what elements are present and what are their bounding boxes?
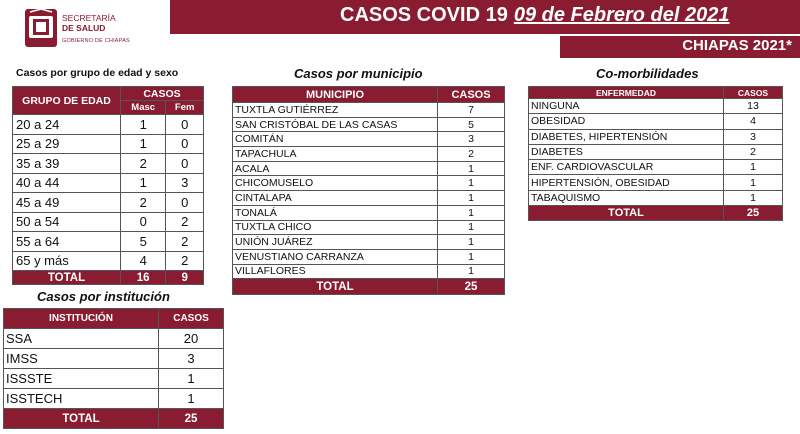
table-row [4,349,224,369]
municipality-section-title: Casos por municipio [294,66,423,81]
municipality-name: VILLAFLORES [233,264,438,279]
case-count: 2 [724,144,783,159]
municipality-name: UNIÓN JUÁREZ [233,235,438,250]
inst-col-institution: INSTITUCIÓN [4,309,159,329]
municipality-name: CHICOMUSELO [233,176,438,191]
municipality-name: CINTALAPA [233,191,438,206]
table-row [13,173,204,193]
logo-line2: DE SALUD [62,23,106,33]
table-row [13,232,204,252]
age-section-title: Casos por grupo de edad y sexo [16,67,179,79]
case-count: 1 [724,175,783,190]
female-count: 0 [166,193,204,213]
age-col-male: Masc [121,101,166,115]
logo-line1: SECRETARÍA [62,13,116,23]
inst-col-cases: CASOS [159,309,224,329]
total-label: TOTAL [13,271,121,285]
table-row [233,117,505,132]
municipality-name: TUXTLA GUTIÉRREZ [233,103,438,118]
comorbidity-table [528,86,783,221]
total-row [13,271,204,285]
table-row [4,369,224,389]
age-group: 20 a 24 [13,115,121,135]
institution-section-title: Casos por institución [37,289,170,304]
mun-col-municipality: MUNICIPIO [233,87,438,103]
male-count: 5 [121,232,166,252]
total-label: TOTAL [529,206,724,221]
mun-col-cases: CASOS [438,87,505,103]
page-title [340,4,730,27]
disease-name: NINGUNA [529,99,724,114]
institution-name: SSA [4,329,159,349]
table-row [13,154,204,174]
table-row [233,191,505,206]
case-count: 1 [159,389,224,409]
table-row [529,144,783,159]
age-table [12,86,204,285]
age-group: 65 y más [13,251,121,271]
male-count: 1 [121,134,166,154]
table-row [13,212,204,232]
total-value: 25 [159,409,224,429]
municipality-name: TAPACHULA [233,147,438,162]
table-row [529,160,783,175]
municipality-name: COMITÁN [233,132,438,147]
disease-name: OBESIDAD [529,114,724,129]
table-row [529,175,783,190]
case-count: 1 [159,369,224,389]
case-count: 20 [159,329,224,349]
age-group: 25 a 29 [13,134,121,154]
total-male: 16 [121,271,166,285]
male-count: 1 [121,115,166,135]
age-group: 35 a 39 [13,154,121,174]
table-row [233,147,505,162]
case-count: 3 [159,349,224,369]
table-row [233,235,505,250]
municipality-name: TONALÁ [233,205,438,220]
table-row [233,132,505,147]
case-count: 7 [438,103,505,118]
female-count: 2 [166,232,204,252]
male-count: 0 [121,212,166,232]
age-group: 40 a 44 [13,173,121,193]
municipality-name: TUXTLA CHICO [233,220,438,235]
municipality-name: VENUSTIANO CARRANZA [233,249,438,264]
female-count: 0 [166,115,204,135]
case-count: 1 [438,249,505,264]
table-row [4,329,224,349]
male-count: 2 [121,154,166,174]
age-col-female: Fem [166,101,204,115]
title-date: 09 de Febrero del 2021 [513,4,730,26]
municipality-table [232,86,505,295]
female-count: 2 [166,212,204,232]
region-label: CHIAPAS 2021* [682,37,792,54]
case-count: 1 [438,191,505,206]
age-group: 55 a 64 [13,232,121,252]
total-female: 9 [166,271,204,285]
age-col-group: GRUPO DE EDAD [13,87,121,115]
female-count: 0 [166,154,204,174]
table-row [233,176,505,191]
secretaria-de-salud-logo [22,8,172,50]
case-count: 1 [438,220,505,235]
total-row [233,279,505,295]
institution-name: ISSSTE [4,369,159,389]
disease-name: ENF. CARDIOVASCULAR [529,160,724,175]
disease-name: TABAQUISMO [529,190,724,205]
male-count: 2 [121,193,166,213]
table-row [233,220,505,235]
disease-name: HIPERTENSIÓN, OBESIDAD [529,175,724,190]
table-row [13,251,204,271]
shield-icon [24,8,58,48]
case-count: 1 [724,190,783,205]
table-row [13,134,204,154]
table-row [13,193,204,213]
total-value: 25 [724,206,783,221]
disease-name: DIABETES [529,144,724,159]
total-row [4,409,224,429]
case-count: 1 [724,160,783,175]
case-count: 3 [724,129,783,144]
com-col-cases: CASOS [724,87,783,99]
case-count: 1 [438,235,505,250]
case-count: 3 [438,132,505,147]
male-count: 1 [121,173,166,193]
title-text: CASOS COVID 19 [340,4,508,26]
case-count: 13 [724,99,783,114]
total-label: TOTAL [4,409,159,429]
age-group: 50 a 54 [13,212,121,232]
case-count: 1 [438,176,505,191]
case-count: 1 [438,205,505,220]
male-count: 4 [121,251,166,271]
table-row [233,264,505,279]
header [0,0,800,62]
table-row [233,205,505,220]
comorbidity-section-title: Co-morbilidades [596,66,699,81]
table-row [233,161,505,176]
institution-name: IMSS [4,349,159,369]
female-count: 3 [166,173,204,193]
case-count: 1 [438,161,505,176]
table-row [13,115,204,135]
table-row [4,389,224,409]
table-row [529,114,783,129]
total-label: TOTAL [233,279,438,295]
table-row [233,103,505,118]
disease-name: DIABETES, HIPERTENSIÓN [529,129,724,144]
total-row [529,206,783,221]
table-row [529,99,783,114]
institution-name: ISSTECH [4,389,159,409]
municipality-name: ACALA [233,161,438,176]
table-row [529,190,783,205]
female-count: 0 [166,134,204,154]
logo-text [62,13,130,46]
case-count: 2 [438,147,505,162]
total-value: 25 [438,279,505,295]
institution-table [3,308,224,429]
table-row [233,249,505,264]
com-col-disease: ENFERMEDAD [529,87,724,99]
municipality-name: SAN CRISTÓBAL DE LAS CASAS [233,117,438,132]
case-count: 1 [438,264,505,279]
case-count: 5 [438,117,505,132]
case-count: 4 [724,114,783,129]
age-col-cases: CASOS [121,87,204,101]
female-count: 2 [166,251,204,271]
age-group: 45 a 49 [13,193,121,213]
logo-line3: GOBIERNO DE CHIAPAS [62,38,130,44]
table-row [529,129,783,144]
